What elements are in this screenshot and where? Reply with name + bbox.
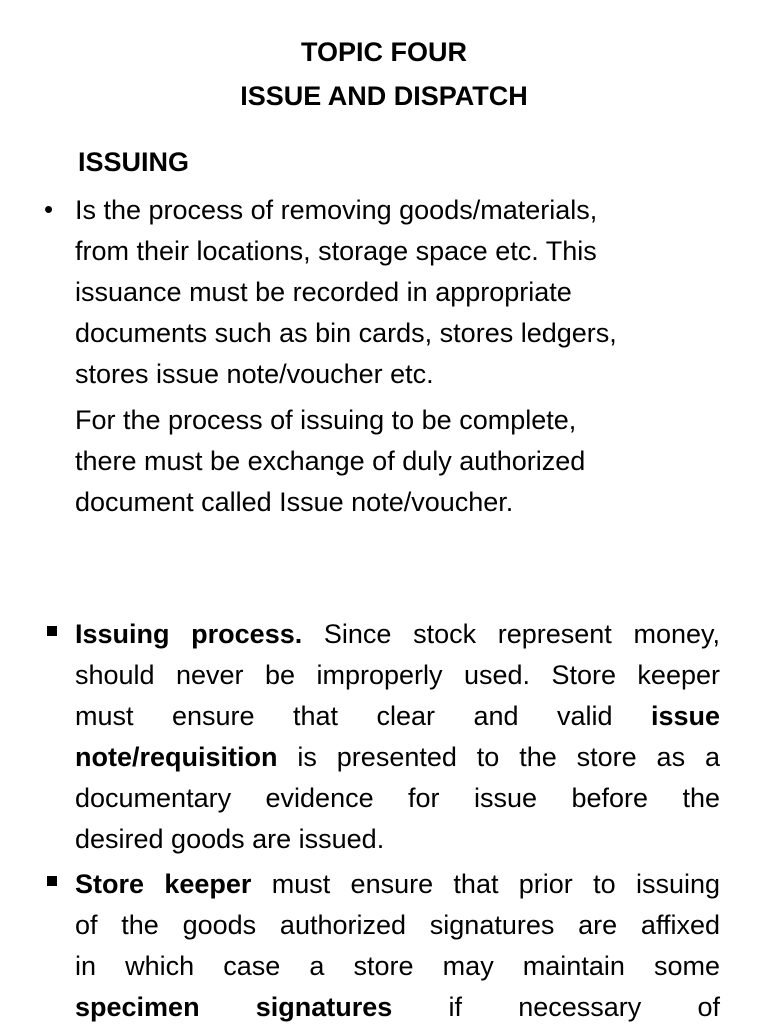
text-line bbox=[75, 737, 720, 778]
text-line: issuance must be recorded in appropriate bbox=[75, 277, 572, 307]
text-line: from their locations, storage space etc. This bbox=[75, 236, 597, 266]
text-line: should never be improperly used. Store keeper bbox=[75, 660, 720, 690]
issuing-completion-paragraph bbox=[75, 400, 585, 523]
bold-term: Store keeper bbox=[75, 869, 252, 899]
text-span: Since stock represent money, bbox=[302, 619, 720, 649]
bold-term: signatures bbox=[255, 992, 393, 1022]
text-line bbox=[75, 987, 720, 1024]
text-line bbox=[75, 614, 720, 655]
text-line: stores issue note/voucher etc. bbox=[75, 359, 434, 389]
bold-term: note/requisition bbox=[75, 742, 278, 772]
text-span: must ensure that clear and valid bbox=[75, 701, 651, 731]
bold-term: issue bbox=[650, 701, 720, 731]
topic-title: TOPIC FOUR bbox=[300, 37, 467, 67]
text-line: there must be exchange of duly authorized bbox=[75, 446, 586, 476]
text-line: desired goods are issued. bbox=[75, 824, 385, 854]
text-span: is presented to the store as a bbox=[277, 742, 720, 772]
text-line: document called Issue note/voucher. bbox=[75, 487, 514, 517]
store-keeper-paragraph bbox=[75, 864, 720, 1024]
text-line: in which case a store may maintain some bbox=[75, 951, 720, 981]
text-line: For the process of issuing to be complete, bbox=[75, 405, 577, 435]
square-bullet-icon bbox=[47, 876, 57, 886]
topic-subtitle: ISSUE AND DISPATCH bbox=[240, 81, 528, 111]
square-bullet-icon bbox=[47, 626, 57, 636]
issuing-definition-paragraph bbox=[75, 190, 617, 395]
bold-term: Issuing process. bbox=[75, 619, 303, 649]
text-line: of the goods authorized signatures are affixed bbox=[75, 910, 720, 940]
section-heading-issuing: ISSUING bbox=[78, 147, 190, 177]
text-line bbox=[75, 696, 720, 737]
text-line: documentary evidence for issue before the bbox=[75, 783, 720, 813]
text-span: must ensure that prior to issuing bbox=[251, 869, 720, 899]
text-line: Is the process of removing goods/materials, bbox=[75, 195, 598, 225]
round-bullet-icon: • bbox=[44, 194, 54, 224]
text-line bbox=[75, 864, 720, 905]
text-line: documents such as bin cards, stores ledgers, bbox=[75, 318, 617, 348]
issuing-process-paragraph bbox=[75, 614, 720, 860]
bold-term: specimen bbox=[75, 992, 200, 1022]
text-span: if necessary of bbox=[392, 992, 720, 1022]
